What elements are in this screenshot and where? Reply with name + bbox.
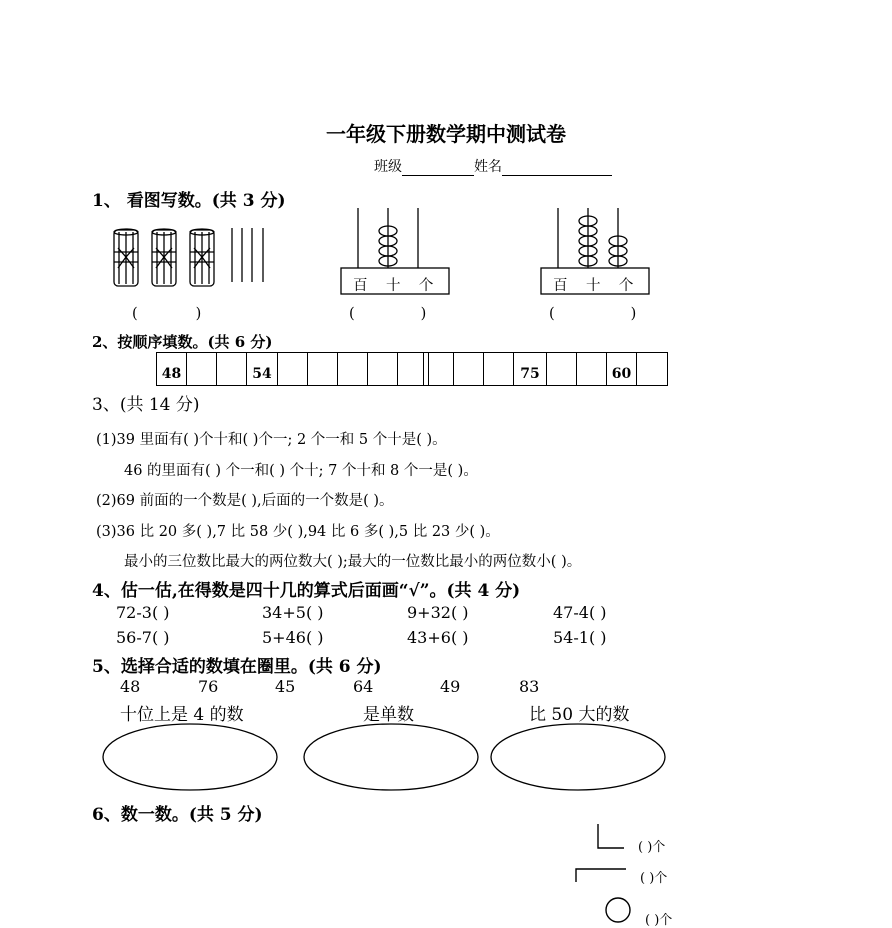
seq-cell[interactable]: [547, 353, 577, 385]
name-blank[interactable]: [502, 161, 612, 176]
answer-circle-3[interactable]: [491, 724, 665, 790]
seq-cell[interactable]: [217, 353, 247, 385]
circle-label: 比 50 大的数: [529, 705, 630, 725]
q4-heading: 4、估一估,在得数是四十几的算式后面画“√”。(共 4 分): [92, 581, 521, 601]
q4-item[interactable]: 54-1( ): [553, 628, 607, 647]
abacus-1-labels: 百 十 个: [353, 278, 434, 294]
q3-line-1: (1)39 里面有( )个十和( )个一; 2 个一和 5 个十是( )。: [96, 432, 447, 448]
number-option: 64: [353, 677, 374, 696]
seq-cell[interactable]: [338, 353, 368, 385]
seq-cell: 48: [157, 353, 187, 385]
seq-cell[interactable]: [484, 353, 514, 385]
q6-heading: 6、数一数。(共 5 分): [92, 805, 263, 825]
number-option: 49: [440, 677, 461, 696]
name-label: 姓名: [474, 159, 502, 175]
seq-cell[interactable]: [637, 353, 667, 385]
q3-line-5: 最小的三位数比最大的两位数大( );最大的一位数比最小的两位数小( )。: [124, 554, 582, 570]
answer-circle-2[interactable]: [304, 724, 478, 790]
seq-cell[interactable]: [278, 353, 308, 385]
seq-cell: 60: [607, 353, 637, 385]
q4-item[interactable]: 9+32( ): [407, 603, 469, 622]
q4-item[interactable]: 72-3( ): [116, 603, 170, 622]
q3-line-4: (3)36 比 20 多( ),7 比 58 少( ),94 比 6 多( ),5 比 23 少( )。: [96, 524, 500, 540]
seq-cell[interactable]: [187, 353, 217, 385]
student-info: [374, 156, 612, 176]
q1-heading: 1、 看图写数。(共 3 分): [92, 191, 286, 211]
shapes-figure: [574, 822, 634, 926]
class-blank[interactable]: [402, 161, 474, 176]
sequence-row-1: [156, 352, 429, 386]
q4-item[interactable]: 47-4( ): [553, 603, 607, 622]
q1-answer-3[interactable]: ( ): [549, 306, 637, 322]
abacus-2-labels: 百 十 个: [553, 278, 634, 294]
page-title: 一年级下册数学期中测试卷: [326, 122, 566, 146]
number-option: 83: [519, 677, 540, 696]
number-option: 48: [120, 677, 141, 696]
seq-cell: 75: [514, 353, 547, 385]
q6-answer-3[interactable]: ( )个: [645, 913, 673, 928]
q6-answer-2[interactable]: ( )个: [640, 871, 668, 886]
stick-bundles-figure: [108, 224, 278, 294]
q4-item[interactable]: 43+6( ): [407, 628, 469, 647]
circle-label: 十位上是 4 的数: [120, 705, 244, 725]
right-angle-icon: [598, 824, 624, 848]
q4-item[interactable]: 56-7( ): [116, 628, 170, 647]
q6-answer-1[interactable]: ( )个: [638, 840, 666, 855]
seq-cell: 54: [247, 353, 278, 385]
q5-heading: 5、选择合适的数填在圈里。(共 6 分): [92, 657, 382, 677]
answer-circles: [100, 722, 670, 794]
seq-cell[interactable]: [577, 353, 607, 385]
seq-cell[interactable]: [368, 353, 398, 385]
q3-line-2: 46 的里面有( ) 个一和( ) 个十; 7 个十和 8 个一是( )。: [124, 463, 478, 479]
answer-circle-1[interactable]: [103, 724, 277, 790]
seq-cell[interactable]: [424, 353, 454, 385]
class-label: 班级: [374, 159, 402, 175]
seq-cell[interactable]: [454, 353, 484, 385]
corner-icon: [576, 869, 626, 882]
number-option: 76: [198, 677, 219, 696]
q3-heading: 3、(共 14 分): [92, 395, 200, 415]
q1-answer-1[interactable]: ( ): [132, 306, 202, 322]
number-option: 45: [275, 677, 296, 696]
q3-line-3: (2)69 前面的一个数是( ),后面的一个数是( )。: [96, 493, 394, 509]
q1-answer-2[interactable]: ( ): [349, 306, 427, 322]
q4-item[interactable]: 5+46( ): [262, 628, 324, 647]
circle-icon: [606, 898, 630, 922]
seq-cell[interactable]: [308, 353, 338, 385]
sequence-row-2: [423, 352, 668, 386]
q2-heading: 2、按顺序填数。(共 6 分): [92, 333, 273, 351]
circle-label: 是单数: [363, 705, 414, 725]
q4-item[interactable]: 34+5( ): [262, 603, 324, 622]
